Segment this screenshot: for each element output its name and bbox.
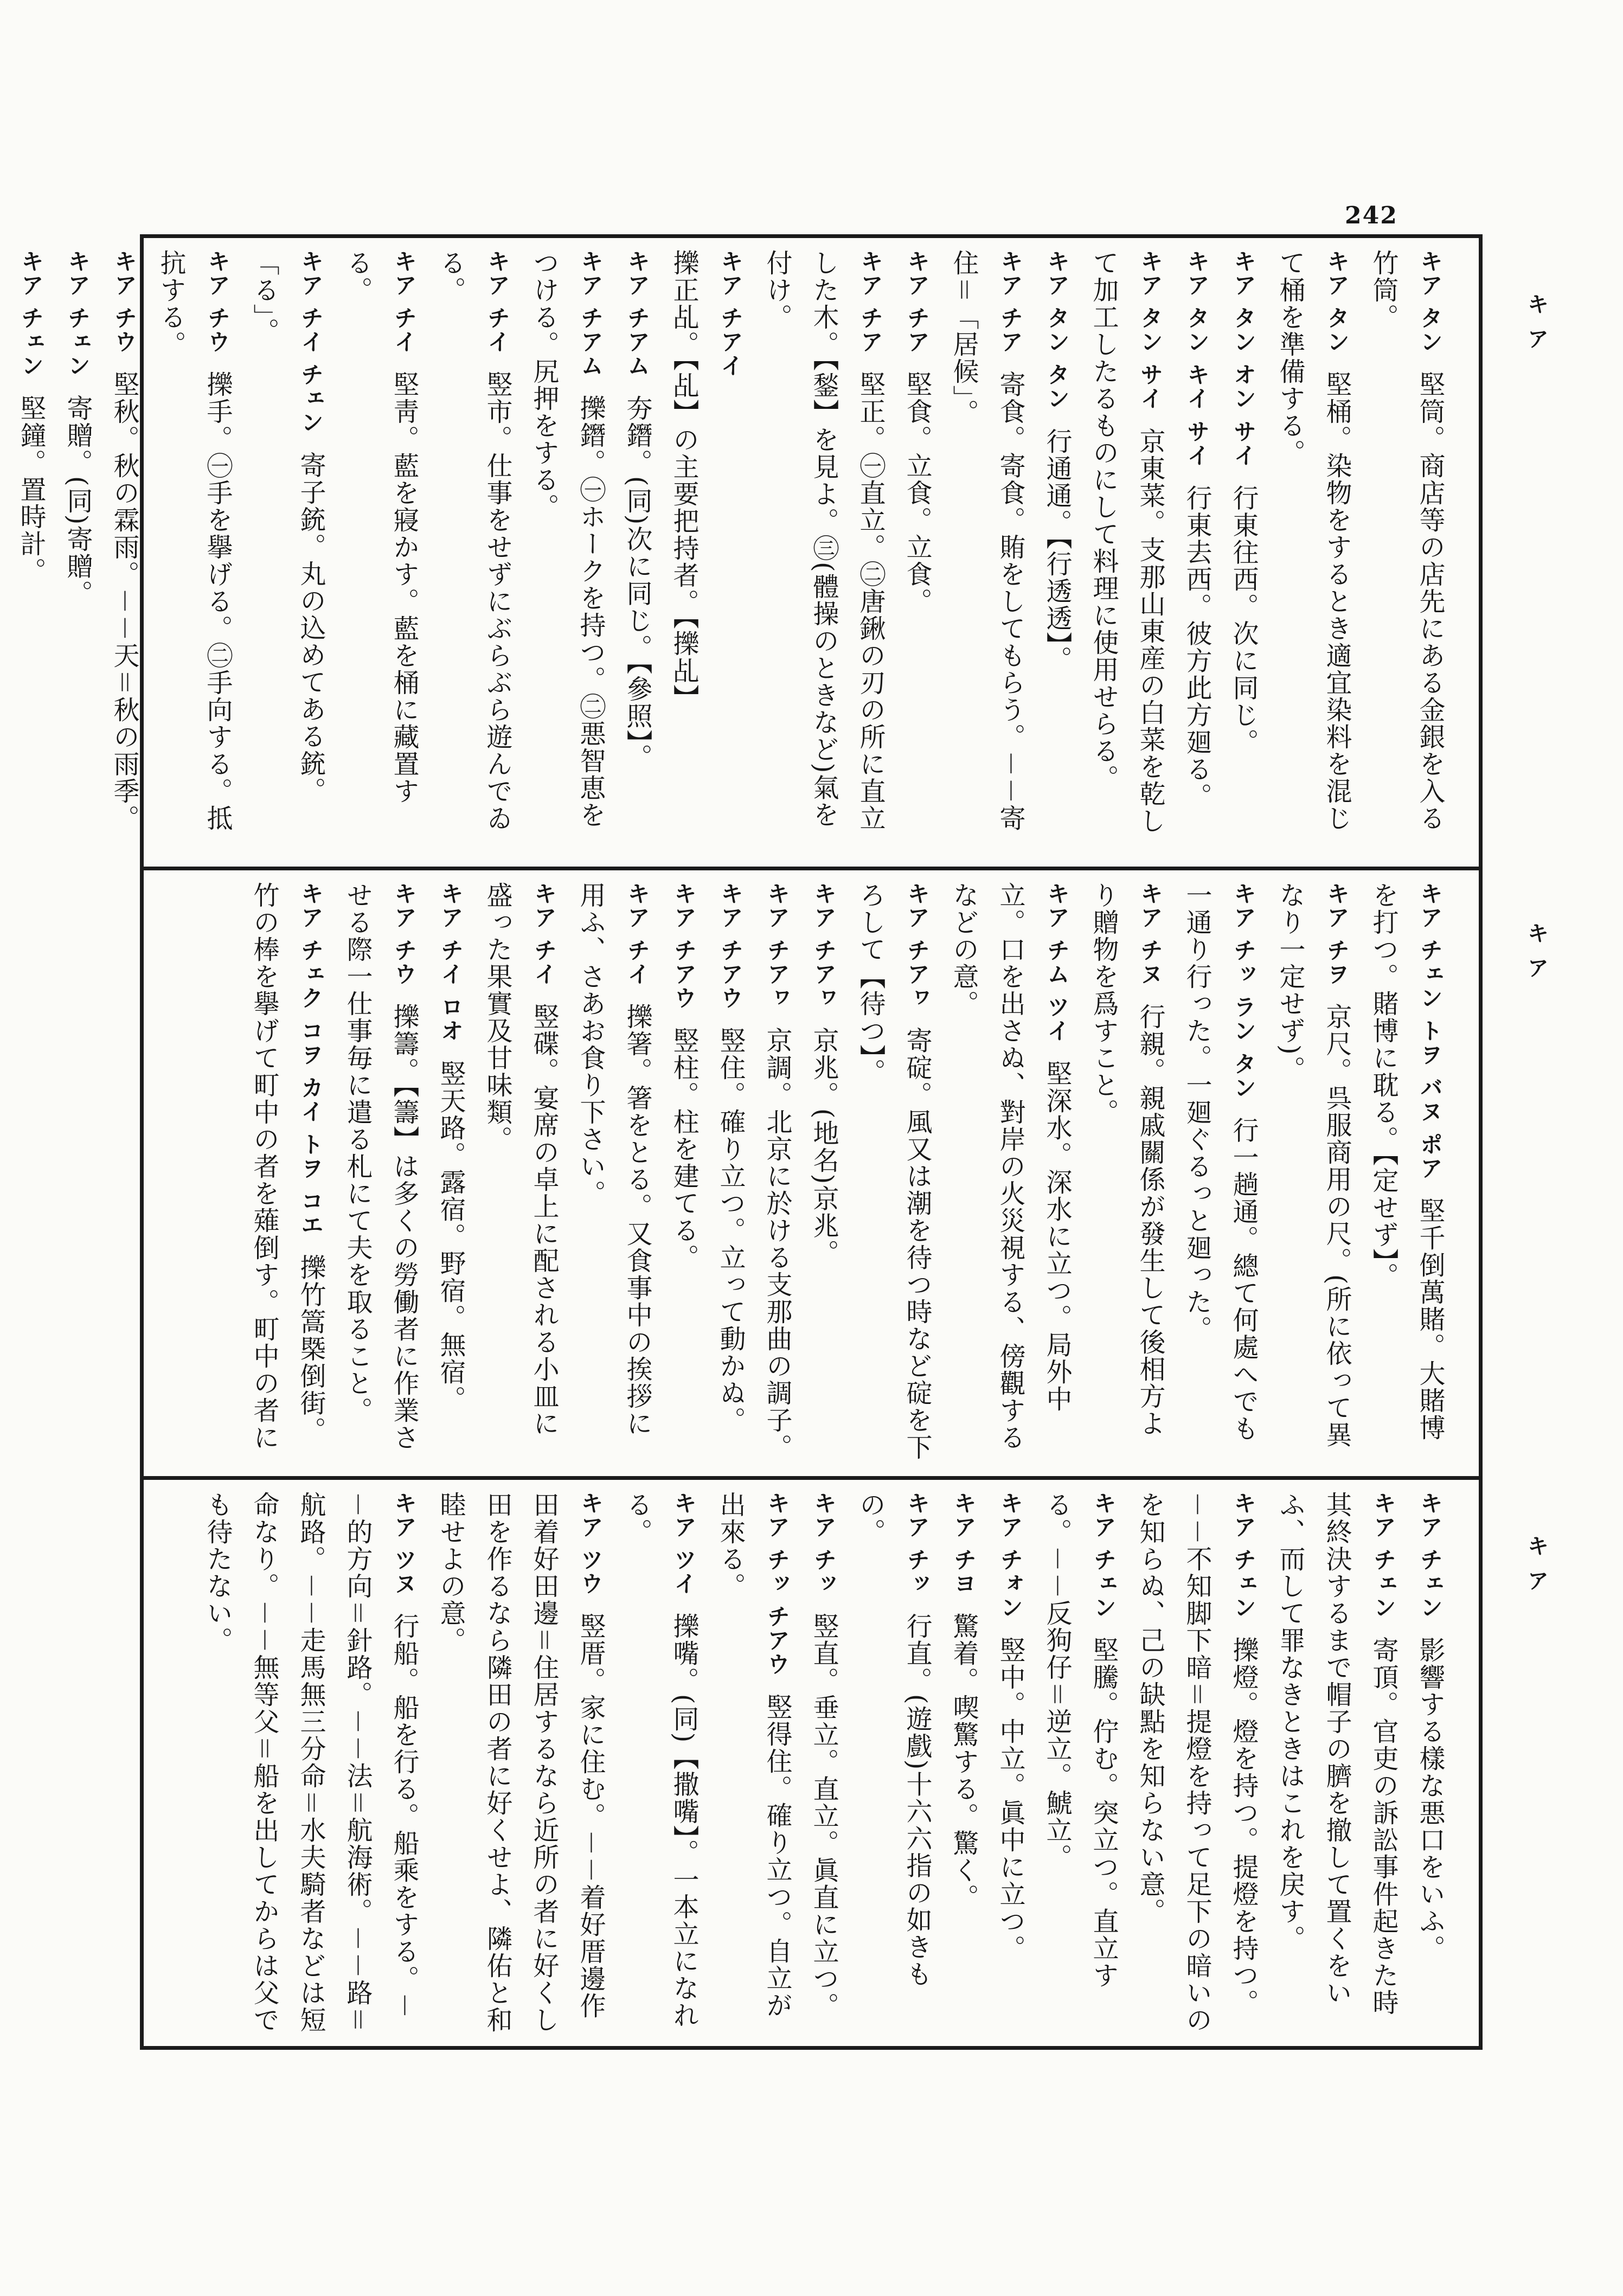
entry-reading: キア チアヮ	[904, 882, 931, 1010]
entry-definition: 京調。北京に於ける支那曲の調子。	[762, 1027, 792, 1461]
dictionary-entry	[800, 1491, 847, 2034]
entry-definition: 行船。船を行る。船乘をする。－－的方向＝針路。－－法＝航海術。－－路＝航路。－－走馬無三分命＝水夫騎者などは短命なり。－－無等父＝船を出してからは父でも待たない。	[202, 1491, 419, 2034]
page-number: 242	[1345, 202, 1398, 229]
entry-definition: 擽嘴。(同)【撒嘴】。一本立になれる。	[622, 1491, 699, 2029]
entry-definition: 堅鐘。置時計。	[16, 394, 46, 585]
entry-reading: キア タン	[1417, 249, 1444, 354]
dictionary-entry	[940, 882, 1080, 1463]
entry-definition: 竪碟。宴席の卓上に配される小皿に盛った果實及甘味類。	[482, 882, 559, 1437]
entry-definition: 擽籌。【籌】は多くの勞働者に作業させる際一仕事毎に遣る札にて夫を取ること。	[342, 882, 419, 1451]
entry-definition: 堅筒。商店等の店先にある金銀を入る竹筒。	[1368, 249, 1445, 832]
entry-columns	[157, 1491, 1464, 2034]
entry-reading: キア チェン	[65, 249, 91, 378]
entry-reading: キア チッ チアウ	[764, 1491, 791, 1677]
entry-reading: キア タン オン サイ	[1230, 249, 1257, 467]
dictionary-entry	[334, 249, 427, 851]
entry-definition: 行東去西。彼方此方廻る。	[1182, 484, 1212, 810]
entry-reading: キア チォン	[997, 1491, 1024, 1620]
dictionary-section-top	[16, 249, 1464, 851]
entry-definition: 擽竹篙槩倒街。竹の棒を擧げて町中の者を薙倒す。町中の者に	[249, 882, 326, 1451]
entry-reading: キア チェン	[1230, 1491, 1257, 1620]
entry-definition: 擽箸。箸をとる。又食事中の挨拶に用ふ、さあお食り下さい。	[575, 882, 652, 1437]
entry-reading: キア チヲ	[1324, 882, 1350, 986]
dictionary-entry	[987, 1491, 1034, 2034]
side-header-bottom: キア	[1524, 1535, 1549, 1604]
entry-reading: キア チア	[997, 249, 1024, 354]
entry-definition: 竪中。中立。眞中に立つ。	[995, 1636, 1025, 1962]
entry-reading: キア チッ	[811, 1491, 837, 1596]
entry-reading: キア チアイ	[717, 249, 744, 378]
entry-definition: 行一趟通。總て何處へでも一通り行った。一廻ぐるっと廻った。	[1182, 882, 1259, 1442]
entry-definition: 行通通。【行透透】。	[1042, 427, 1072, 673]
dictionary-entry	[1080, 249, 1173, 851]
dictionary-entry	[54, 249, 101, 851]
dictionary-entry	[427, 882, 474, 1463]
entry-reading: キア チヨ	[951, 1491, 977, 1596]
entry-reading: キア チアヮ	[811, 882, 837, 1010]
entry-reading: キア チアム	[578, 249, 604, 378]
entry-definition: 竪直。垂立。直立。眞直に立つ。	[809, 1612, 839, 2019]
dictionary-entry	[1267, 1491, 1407, 2034]
entry-reading: キア チア	[904, 249, 931, 354]
entry-reading: キア チヌ	[1137, 882, 1164, 986]
side-header-mid: キア	[1524, 922, 1549, 991]
entry-definition: 竪得住。確り立つ。自立が出來る。	[715, 1491, 792, 2019]
dictionary-entry	[1173, 882, 1267, 1463]
entry-definition: 擽鐕。㊀ホークを持つ。㊁悪智恵をつける。尻押をする。	[529, 249, 606, 829]
entry-reading: キア チウ	[111, 249, 138, 354]
section-divider	[140, 1476, 1483, 1480]
entry-reading: キア チアウ	[717, 882, 744, 1010]
dictionary-entry	[1407, 1491, 1453, 2034]
dictionary-entry	[334, 882, 427, 1463]
dictionary-entry	[660, 249, 754, 851]
entry-reading: キア チッ ラン タン	[1230, 882, 1257, 1100]
entry-definition: 竪住。確り立つ。立って動かぬ。	[715, 1027, 746, 1434]
dictionary-entry	[894, 249, 940, 851]
dictionary-entry	[1173, 249, 1220, 851]
entry-reading: キア チウ	[204, 249, 231, 354]
dictionary-entry	[940, 1491, 987, 2034]
entry-definition: 竪柱。柱を建てる。	[669, 1027, 699, 1271]
entry-reading: キア チアウ	[671, 882, 697, 1010]
dictionary-entry	[754, 882, 800, 1463]
dictionary-entry	[1034, 1491, 1127, 2034]
entry-definition: 堅千倒萬賭。大賭博を打つ。賭博に耽る。【定せず】。	[1368, 882, 1445, 1441]
dictionary-entry	[1034, 249, 1080, 851]
dictionary-entry	[147, 249, 241, 851]
dictionary-entry	[707, 882, 754, 1463]
entry-reading: キア チェン	[1417, 1491, 1444, 1620]
entry-definition: 行東往西。次に同じ。	[1228, 484, 1259, 756]
dictionary-entry	[847, 882, 940, 1463]
entry-reading: キア チェン トヲ バヌ ポア	[1417, 882, 1444, 1181]
entry-reading: キア ツヌ	[391, 1491, 418, 1596]
entry-definition: 堅深水。深水に立つ。局外中立。口を出さぬ、對岸の火災視する、傍觀するなどの意。	[948, 882, 1072, 1451]
entry-columns	[157, 882, 1464, 1463]
entry-reading: キア タン	[1324, 249, 1350, 354]
entry-definition: 驚着。喫驚する。驚く。	[948, 1612, 979, 1911]
entry-definition: 竪天路。露宿。野宿。無宿。	[435, 1060, 466, 1413]
entry-definition: 堅秋。秋の霖雨。－－天＝秋の雨季。	[109, 370, 139, 832]
entry-definition: 寄食。寄食。賄をしてもらう。－－寄住＝「居候」。	[948, 249, 1025, 832]
entry-reading: キア チアヮ	[764, 882, 791, 1010]
dictionary-entry	[614, 249, 660, 851]
dictionary-entry	[1080, 882, 1173, 1463]
dictionary-entry	[660, 882, 707, 1463]
entry-reading: キア タン サイ	[1137, 249, 1164, 411]
entry-definition: 京東菜。支那山東産の白菜を乾して加工したるものにして料理に使用せらる。	[1088, 249, 1165, 835]
entry-definition: 寄子銃。丸の込めてある銃。「る」。	[249, 249, 326, 804]
entry-definition: 堅正。㊀直立。㊁唐鍬の刃の所に直立した木。【鍫】を見よ。㊂(體操のときなど)氣を付け。	[762, 249, 886, 832]
entry-reading: キア ツウ	[578, 1491, 604, 1596]
entry-reading: キア チイ ロオ	[438, 882, 464, 1043]
entry-reading: キア ツイ	[671, 1491, 697, 1596]
entry-reading: キア チェン	[1370, 1491, 1397, 1620]
entry-reading: キア チイ	[624, 882, 651, 986]
entry-definition: 寄碇。風又は潮を待つ時など碇を下ろして【待つ】。	[855, 882, 932, 1461]
dictionary-section-middle	[157, 882, 1464, 1463]
entry-reading: キア タン タン	[1044, 249, 1070, 411]
entry-definition: 堅騰。佇む。突立つ。直立する。－－反狗仔＝逆立。鯱立。	[1042, 1491, 1119, 1989]
dictionary-entry	[1360, 249, 1453, 851]
entry-definition: 竪市。仕事をせずにぶらぶら遊んでゐる。	[435, 249, 512, 832]
entry-definition: 夯鐕。(同)次に同じ。【參照】。	[622, 394, 652, 771]
entry-definition: 竪厝。家に住む。－－着好厝邊作田着好田邊＝住居するなら近所の者に好くし田を作るなら隣田の者に好くせよ、隣佑と和睦せよの意。	[435, 1491, 606, 2034]
entry-reading: キア チム ツイ	[1044, 882, 1070, 1043]
entry-definition: 擽手。㊀手を擧げる。㊁手向する。抵抗する。	[156, 249, 233, 832]
entry-reading: キア チアム	[624, 249, 651, 378]
entry-reading: キア チェン	[18, 249, 44, 378]
entry-reading: キア チイ	[484, 249, 511, 354]
entry-definition: 寄贈。(同)寄贈。	[62, 394, 93, 607]
entry-reading: キア チェク コヲ カイ トヲ コエ	[298, 882, 324, 1237]
entry-definition: 堅食。立食。立食。	[902, 370, 932, 615]
entry-reading: キア チア	[857, 249, 884, 354]
side-header-top: キア	[1524, 293, 1549, 362]
entry-definition: 京尺。呉服商用の尺。(所に依って異なり一定せず)。	[1275, 882, 1352, 1448]
entry-reading: キア チッ	[904, 1491, 931, 1596]
dictionary-entry	[614, 1491, 707, 2034]
entry-reading: キア チイ チェン	[298, 249, 324, 435]
dictionary-section-bottom	[157, 1491, 1464, 2034]
entry-reading: キア チイ	[391, 249, 418, 354]
entry-definition: 堅靑。藍を寢かす。藍を桶に藏置する。	[342, 249, 419, 805]
dictionary-entry	[101, 249, 147, 851]
dictionary-entry	[241, 882, 334, 1463]
dictionary-entry	[194, 1491, 427, 2034]
entry-definition: 行親。親戚關係が發生して後相方より贈物を爲すこと。	[1088, 882, 1165, 1437]
entry-reading: キア チウ	[391, 882, 418, 986]
entry-reading: キア チェン	[1090, 1491, 1117, 1620]
dictionary-entry	[241, 249, 334, 851]
dictionary-entry	[754, 249, 894, 851]
entry-columns	[16, 249, 1464, 851]
dictionary-entry	[800, 882, 847, 1463]
dictionary-entry	[567, 882, 660, 1463]
dictionary-entry	[8, 249, 54, 851]
dictionary-entry	[847, 1491, 940, 2034]
dictionary-entry	[427, 1491, 614, 2034]
entry-definition: 寄頂。官吏の訴訟事件起きた時其終決するまで帽子の臍を撤して置くをいふ、而して罪なきときはこれを戻す。	[1275, 1491, 1399, 2016]
dictionary-entry	[940, 249, 1034, 851]
section-divider	[140, 867, 1483, 870]
entry-reading: キア タン キイ サイ	[1184, 249, 1210, 467]
dictionary-entry	[707, 1491, 800, 2034]
entry-reading: キア チイ	[531, 882, 557, 986]
dictionary-entry	[1220, 249, 1267, 851]
dictionary-entry	[1267, 249, 1360, 851]
entry-definition: 擽正乩。【乩】の主要把持者。【擽乩】	[669, 249, 699, 711]
dictionary-entry	[427, 249, 521, 851]
entry-definition: 擽燈。燈を持つ。提燈を持つ。－－不知脚下暗＝提燈を持って足下の暗いのを知らぬ、己の缺點を知らない意。	[1135, 1491, 1259, 2034]
entry-definition: 影響する樣な悪口をいふ。	[1415, 1636, 1445, 1962]
dictionary-entry	[474, 882, 567, 1463]
dictionary-entry	[1360, 882, 1453, 1463]
dictionary-entry	[1267, 882, 1360, 1463]
dictionary-entry	[521, 249, 614, 851]
entry-definition: 京兆。(地名)京兆。	[809, 1027, 839, 1267]
entry-definition: 堅桶。染物をするとき適宜染料を混じて桶を準備する。	[1275, 249, 1352, 832]
entry-definition: 行直。(遊戲)十六六指の如きもの。	[855, 1491, 932, 1988]
dictionary-entry	[1127, 1491, 1267, 2034]
